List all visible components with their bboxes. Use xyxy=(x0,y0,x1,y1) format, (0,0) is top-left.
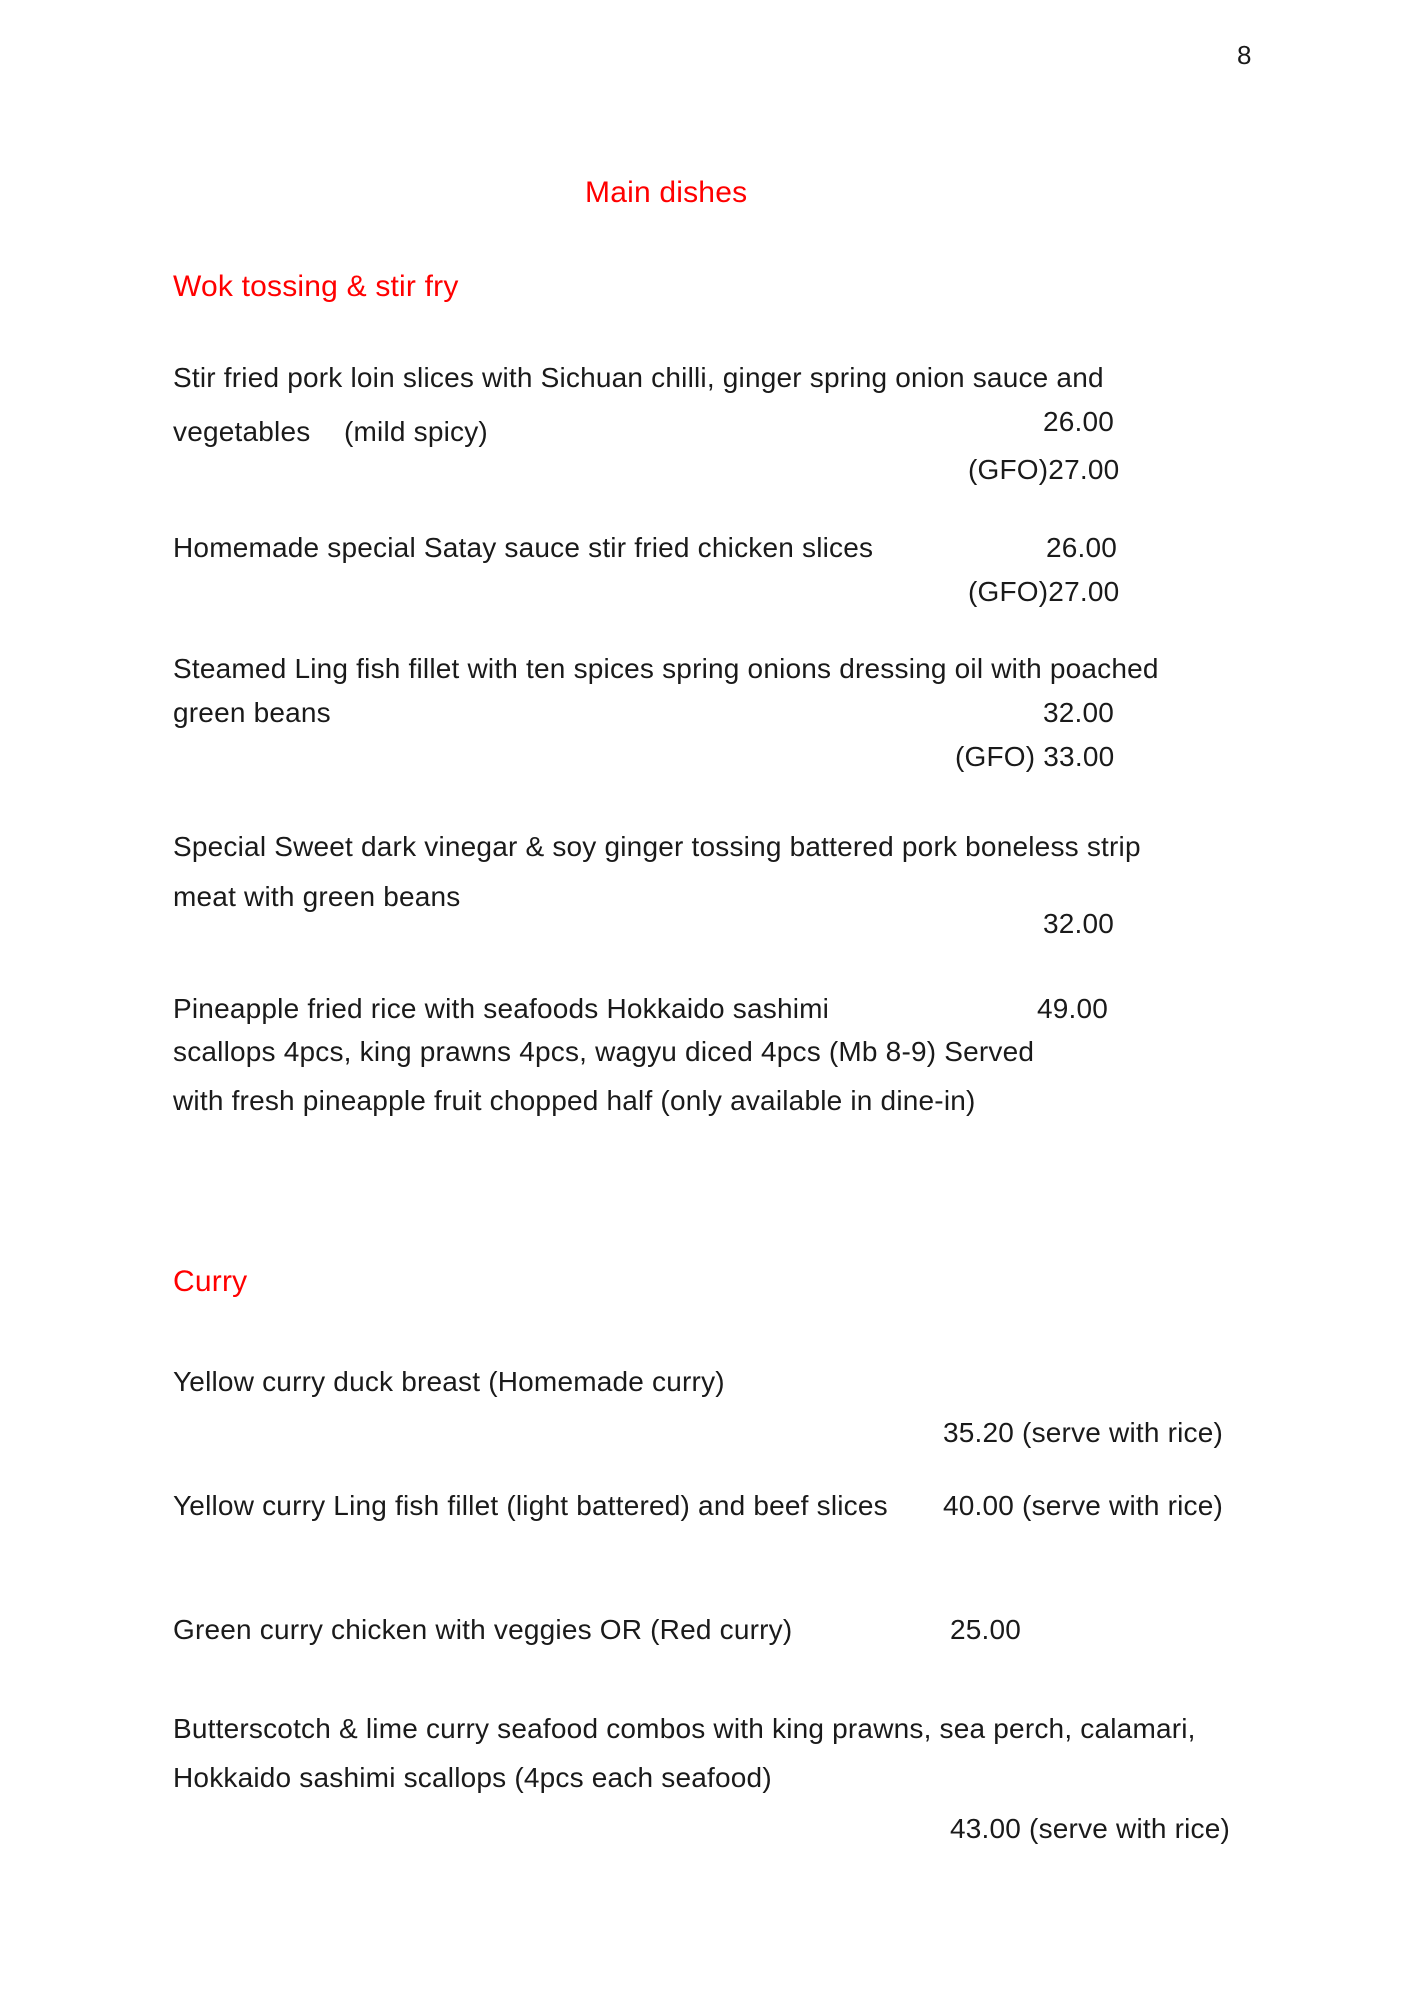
dish-description: scallops 4pcs, king prawns 4pcs, wagyu diced 4pcs (Mb 8-9) Served xyxy=(173,1036,1035,1067)
dish-description: Homemade special Satay sauce stir fried chicken slices xyxy=(173,532,874,563)
page-number: 8 xyxy=(1237,40,1252,70)
dish-spice-note: (mild spicy) xyxy=(344,416,488,447)
page-title: Main dishes xyxy=(585,176,748,209)
dish-description: Yellow curry Ling fish fillet (light battered) and beef slices xyxy=(173,1490,888,1521)
dish-description: Steamed Ling fish fillet with ten spices spring onions dressing oil with poached xyxy=(173,653,1159,684)
dish-description: Yellow curry duck breast (Homemade curry) xyxy=(173,1366,725,1397)
dish-price: 32.00 xyxy=(1043,697,1115,728)
dish-gfo-price: (GFO)27.00 xyxy=(968,454,1120,485)
dish-gfo-price: (GFO)27.00 xyxy=(968,576,1120,607)
dish-description: with fresh pineapple fruit chopped half (only available in dine-in) xyxy=(173,1085,976,1116)
dish-description: meat with green beans xyxy=(173,881,461,912)
section-heading-curry: Curry xyxy=(173,1265,248,1298)
section-heading-wok: Wok tossing & stir fry xyxy=(173,270,459,303)
dish-price: 35.20 (serve with rice) xyxy=(943,1417,1224,1448)
dish-description: Green curry chicken with veggies OR (Red curry) xyxy=(173,1614,793,1645)
dish-price: 40.00 (serve with rice) xyxy=(943,1490,1224,1521)
dish-description: Pineapple fried rice with seafoods Hokkaido sashimi xyxy=(173,993,830,1024)
dish-description: green beans xyxy=(173,697,331,728)
dish-price: 32.00 xyxy=(1043,908,1115,939)
dish-description: Butterscotch & lime curry seafood combos with king prawns, sea perch, calamari, xyxy=(173,1713,1196,1744)
dish-price: 43.00 (serve with rice) xyxy=(950,1813,1231,1844)
dish-price: 49.00 xyxy=(1037,993,1109,1024)
dish-description: vegetables xyxy=(173,416,311,447)
dish-price: 25.00 xyxy=(950,1614,1022,1645)
dish-price: 26.00 xyxy=(1043,406,1115,437)
dish-gfo-price: (GFO) 33.00 xyxy=(955,741,1115,772)
dish-description: Special Sweet dark vinegar & soy ginger tossing battered pork boneless strip xyxy=(173,831,1141,862)
dish-description: Hokkaido sashimi scallops (4pcs each seafood) xyxy=(173,1762,772,1793)
dish-price: 26.00 xyxy=(1046,532,1118,563)
dish-description: Stir fried pork loin slices with Sichuan chilli, ginger spring onion sauce and xyxy=(173,362,1104,393)
